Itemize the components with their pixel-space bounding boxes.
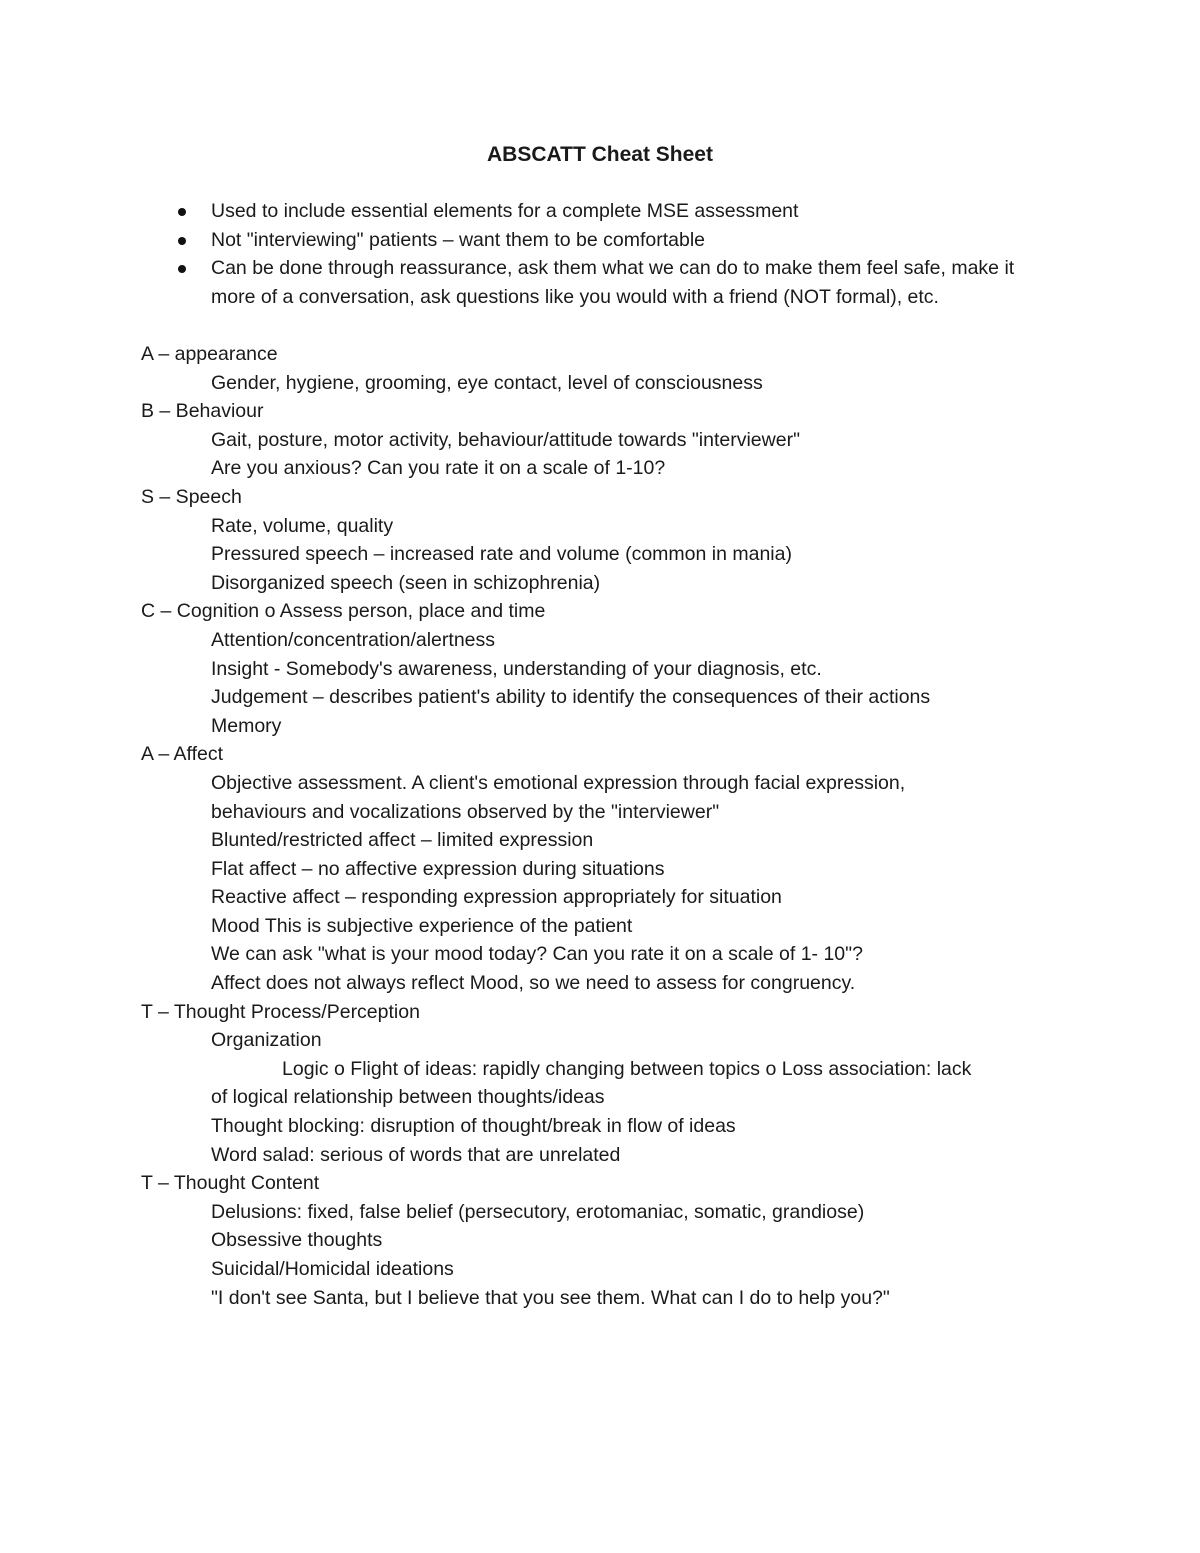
section-line: Disorganized speech (seen in schizophrenia) xyxy=(211,571,601,594)
section-heading-cognition: C – Cognition o Assess person, place and time xyxy=(141,600,546,623)
section-line: Obsessive thoughts xyxy=(211,1229,383,1252)
bullet-text: Not "interviewing" patients – want them to be comfortable xyxy=(211,228,706,251)
section-line: Logic o Flight of ideas: rapidly changing between topics o Loss association: lack xyxy=(282,1057,972,1080)
section-heading-thought-content: T – Thought Content xyxy=(141,1172,320,1195)
section-line: Word salad: serious of words that are unrelated xyxy=(211,1143,621,1166)
intro-bullet-list xyxy=(0,197,1061,311)
section-line: Mood This is subjective experience of the patient xyxy=(211,914,633,937)
section-heading-behaviour: B – Behaviour xyxy=(141,400,264,423)
section-line: Attention/concentration/alertness xyxy=(211,628,496,651)
bullet-text: Used to include essential elements for a complete MSE assessment xyxy=(211,200,799,222)
section-line: Pressured speech – increased rate and volume (common in mania) xyxy=(211,543,792,566)
page-title: ABSCATT Cheat Sheet xyxy=(487,143,713,166)
section-line: Thought blocking: disruption of thought/break in flow of ideas xyxy=(211,1115,736,1138)
section-line: behaviours and vocalizations observed by the "interviewer" xyxy=(211,800,720,823)
bullet-dot-icon xyxy=(178,208,186,216)
section-line: Are you anxious? Can you rate it on a scale of 1-10? xyxy=(211,457,666,480)
section-line: of logical relationship between thoughts/ideas xyxy=(211,1086,605,1109)
section-line: Insight - Somebody's awareness, understanding of your diagnosis, etc. xyxy=(211,657,822,680)
bullet-item xyxy=(0,226,1061,255)
section-heading-affect: A – Affect xyxy=(141,743,224,766)
section-line: Reactive affect – responding expression appropriately for situation xyxy=(211,886,782,909)
abscatt-sections xyxy=(0,340,1200,1312)
bullet-item xyxy=(0,254,1061,311)
section-line: Gender, hygiene, grooming, eye contact, level of consciousness xyxy=(211,371,763,394)
section-heading-speech: S – Speech xyxy=(141,485,242,508)
section-heading-appearance: A – appearance xyxy=(141,343,278,365)
section-line: Flat affect – no affective expression during situations xyxy=(211,857,665,880)
section-line: We can ask "what is your mood today? Can you rate it on a scale of 1- 10"? xyxy=(211,943,863,966)
section-line: Judgement – describes patient's ability to identify the consequences of their actions xyxy=(211,686,931,709)
bullet-item xyxy=(0,197,1061,226)
section-line: Affect does not always reflect Mood, so we need to assess for congruency. xyxy=(211,972,856,995)
bullet-text: Can be done through reassurance, ask them what we can do to make them feel safe, make it more of a conversation, ask questions like you would with a friend (NOT formal), etc. xyxy=(211,257,1015,308)
section-line: Gait, posture, motor activity, behaviour/attitude towards "interviewer" xyxy=(211,428,800,451)
bullet-dot-icon xyxy=(178,237,186,245)
bullet-dot-icon xyxy=(178,265,186,273)
section-line: Suicidal/Homicidal ideations xyxy=(211,1258,454,1280)
section-line: Rate, volume, quality xyxy=(211,514,394,537)
section-heading-thought-process: T – Thought Process/Perception xyxy=(141,1000,420,1023)
section-line: Delusions: fixed, false belief (persecutory, erotomaniac, somatic, grandiose) xyxy=(211,1200,865,1223)
section-line: Objective assessment. A client's emotional expression through facial expression, xyxy=(211,771,906,794)
section-line: Memory xyxy=(211,714,282,737)
section-line: Organization xyxy=(211,1029,322,1052)
section-line: "I don't see Santa, but I believe that you see them. What can I do to help you?" xyxy=(211,1286,890,1309)
section-line: Blunted/restricted affect – limited expression xyxy=(211,829,594,852)
